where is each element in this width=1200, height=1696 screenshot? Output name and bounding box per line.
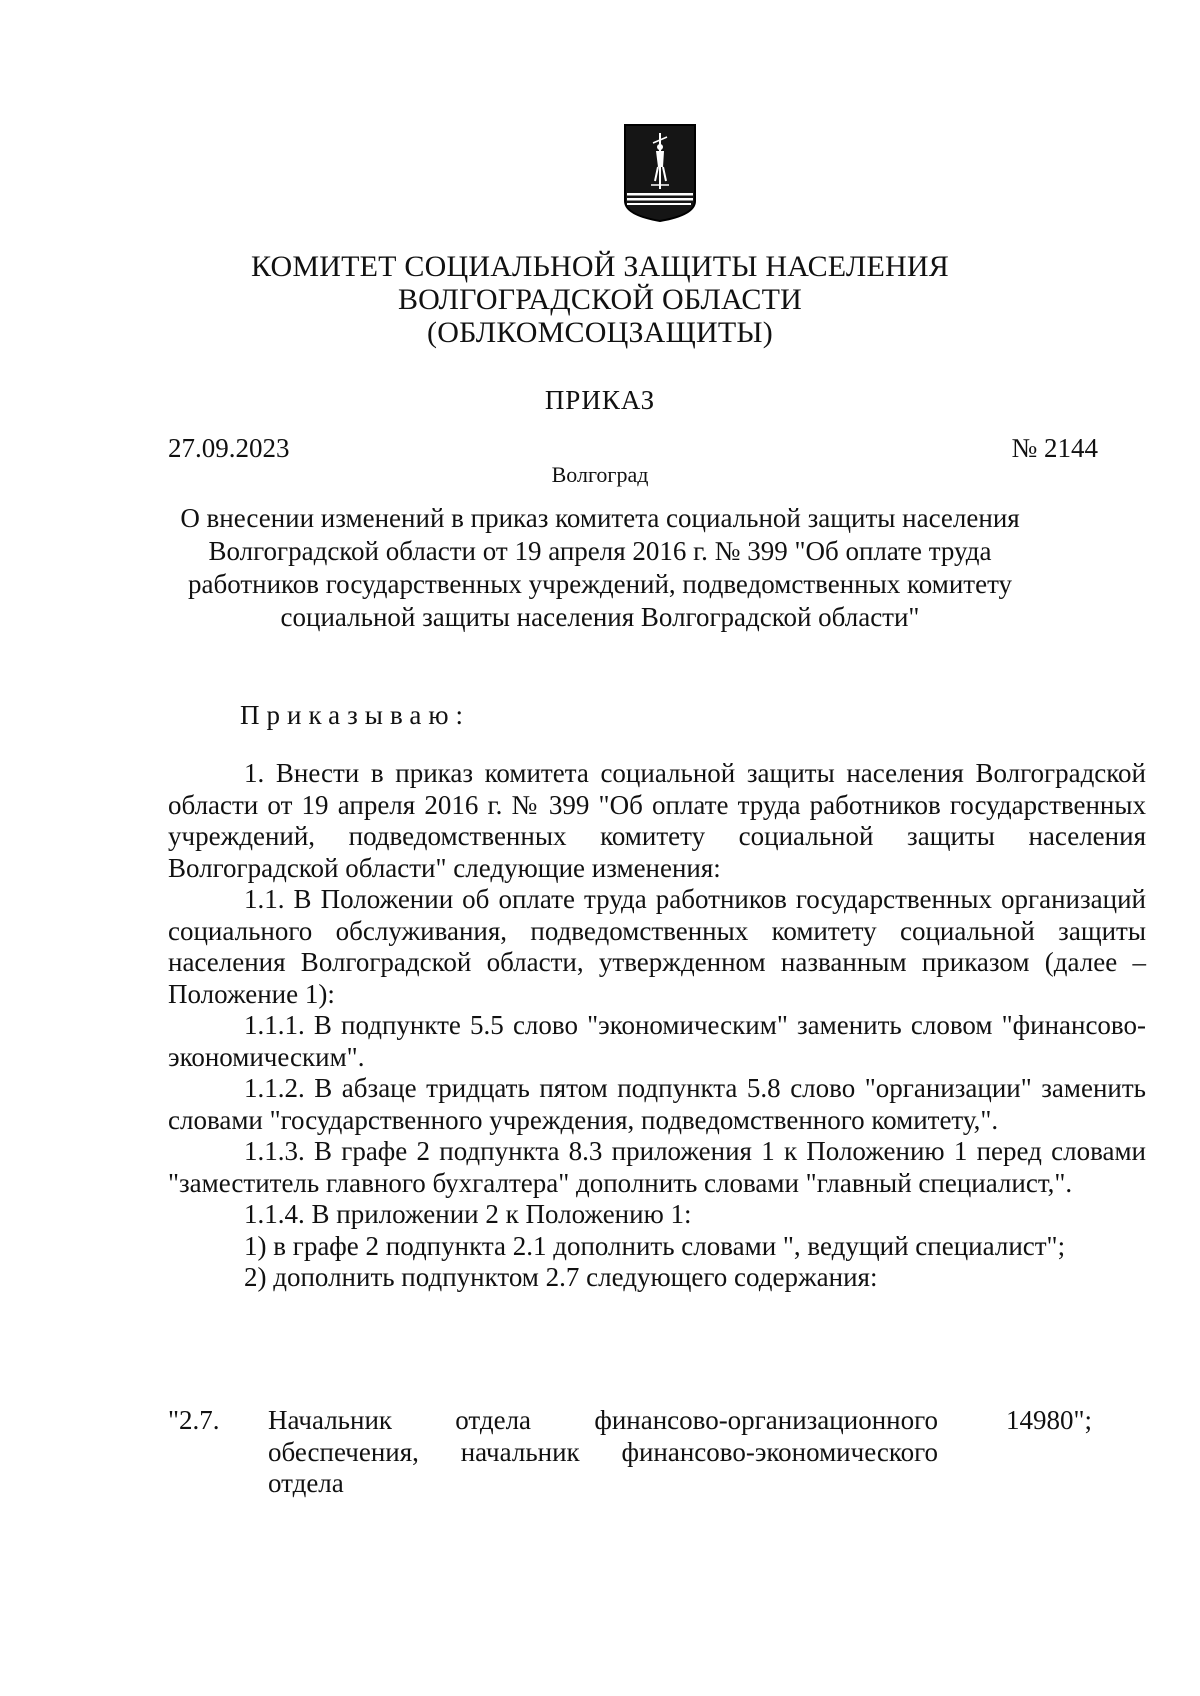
organization-name: [0, 250, 1200, 349]
paragraph-1-1-3: 1.1.3. В графе 2 подпункта 8.3 приложения 1 к Положению 1 перед словами "заместитель главного бухгалтера" дополнить словами "главный специалист,".: [168, 1136, 1146, 1198]
document-body: [168, 758, 1146, 1294]
subject-line-2: Волгоградской области от 19 апреля 2016 г. № 399 "Об оплате труда: [208, 536, 992, 566]
row-number: "2.7.: [168, 1405, 220, 1435]
document-number: № 2144: [1011, 433, 1098, 463]
org-line-1: КОМИТЕТ СОЦИАЛЬНОЙ ЗАЩИТЫ НАСЕЛЕНИЯ: [251, 250, 949, 283]
row-amount: 14980";: [1006, 1405, 1093, 1435]
paragraph-1: 1. Внести в приказ комитета социальной защиты населения Волгоградской области от 19 апреля 2016 г. № 399 "Об оплате труда работников государственных учреждений, подведомственных комитету социальной защиты населения Волгоградской области" следующие изменения:: [168, 758, 1146, 883]
document-city: Волгоград: [551, 462, 649, 487]
org-line-3: (ОБЛКОМСОЦЗАЩИТЫ): [427, 316, 773, 349]
paragraph-1-1-1: 1.1.1. В подпункте 5.5 слово "экономическим" заменить словом "финансово-экономическим".: [168, 1010, 1146, 1072]
subject-line-3: работников государственных учреждений, подведомственных комитету: [187, 569, 1013, 599]
paragraph-item-2: 2) дополнить подпунктом 2.7 следующего содержания:: [244, 1262, 878, 1292]
row-position: Начальник отдела финансово-организационного обеспечения, начальник финансово-экономического отдела: [268, 1405, 938, 1498]
subject-line-1: О внесении изменений в приказ комитета социальной защиты населения: [180, 503, 1020, 533]
order-word: Приказываю:: [240, 700, 470, 730]
paragraph-1-1-2: 1.1.2. В абзаце тридцать пятом подпункта 5.8 слово "организации" заменить словами "государственного учреждения, подведомственного комитету,".: [168, 1073, 1146, 1135]
document-type: ПРИКАЗ: [544, 385, 656, 415]
document-subject: [0, 502, 1200, 634]
paragraph-1-1-4: 1.1.4. В приложении 2 к Положению 1:: [244, 1199, 692, 1229]
org-line-2: ВОЛГОГРАДСКОЙ ОБЛАСТИ: [397, 283, 803, 316]
paragraph-item-1: 1) в графе 2 подпункта 2.1 дополнить словами ", ведущий специалист";: [244, 1230, 1066, 1261]
coat-of-arms-icon: [623, 123, 697, 223]
subject-line-4: социальной защиты населения Волгоградской области": [280, 602, 920, 632]
document-date: 27.09.2023: [168, 433, 290, 463]
paragraph-1-1: 1.1. В Положении об оплате труда работников государственных организаций социального обслуживания, подведомственных комитету социальной защиты населения Волгоградской области, утвержденном названным приказом (далее – Положение 1):: [168, 884, 1146, 1009]
